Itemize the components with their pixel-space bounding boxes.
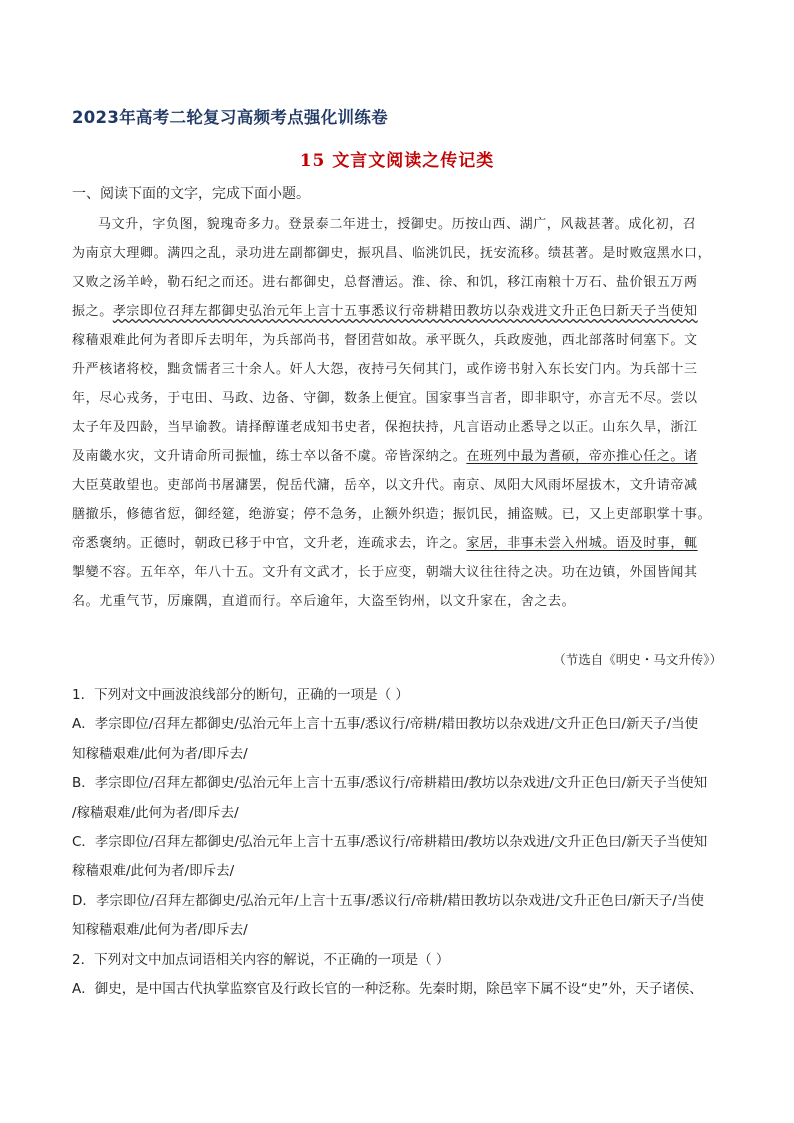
passage-line: [72, 297, 722, 326]
passage-line: 为南京大理卿。满四之乱，录功进左副都御史，振巩昌、临洮饥民，抚安流移。绩甚著。是时败寇黑水口，: [72, 246, 712, 261]
classical-passage: [72, 210, 722, 616]
passage-line: 名。尤重气节，厉廉隅，直道而行。卒后逾年，大盗至钧州，以文升家在，舍之去。: [72, 594, 576, 609]
option-line: A．御史，是中国古代执掌监察官及行政长官的一种泛称。先秦时期，除邑宰下属不设“史”外，天子诸侯、: [72, 980, 703, 997]
section-heading: 一、阅读下面的文字，完成下面小题。: [72, 186, 310, 202]
document-title: 15 文言文阅读之传记类: [299, 151, 495, 171]
passage-line: 太子年及四龄，当早谕教。请择醇谨老成知书史者，保抱扶持，凡言语动止悉导之以正。山东久旱，浙江: [72, 420, 698, 435]
option-line: B．孝宗即位/召拜左都御史/弘治元年上言十五事/悉议行/帝耕耤田/教坊以杂戏进/文升正色曰/新天子当使知: [72, 775, 708, 792]
passage-line: 马文升，字负图，貌瑰奇多力。登景泰二年进士，授御史。历按山西、湖广，风裁甚著。成化初，召: [98, 217, 697, 232]
option-line: D．孝宗即位/召拜左都御史/弘治元年/上言十五事/悉议行/帝耕/耤田教坊以杂戏进/文升正色曰/新天子/当使: [72, 892, 704, 909]
option-line: 知稼穑艰难/此何为者/即斥去/: [72, 922, 248, 939]
question-line: 2．下列对文中加点词语相关内容的解说，不正确的一项是（ ）: [72, 951, 450, 968]
option-line: 知稼穑艰难/此何为者/即斥去/: [72, 745, 248, 762]
passage-line: 年，尽心戎务，于屯田、马政、边备、守御，数条上便宜。国家事当言者，即非职守，亦言无不尽。尝以: [72, 391, 698, 406]
passage-line: [72, 529, 722, 558]
passage-text: 振之。: [72, 304, 113, 319]
passage-line: 掣變不容。五年卒，年八十五。文升有文武才，长于应变，朝端大议往往待之决。功在边镇，外国皆闻其: [72, 565, 698, 580]
passage-source: （节选自《明史・马文升传》）: [553, 652, 722, 667]
passage-line: 膳撤乐，修德省愆，御经筵，绝游宴；停不急务，止额外织造；振饥民，捕盗贼。已，又上吏部职掌十事。: [72, 507, 712, 522]
passage-line: 大臣莫敢望也。吏部尚书屠滽罢，倪岳代滽，岳卒，以文升代。南京、凤阳大风雨坏屋拔木，文升请帝减: [72, 478, 698, 493]
option-line: C．孝宗即位/召拜左都御史/弘治元年上言十五事/悉议行/帝耕耤田/教坊以杂戏进/文升正色曰/新天子当使知: [72, 833, 708, 850]
option-line: 稼穑艰难/此何为者/即斥去/: [72, 863, 235, 880]
passage-line: 又败之汤羊岭，勒石纪之而还。进右都御史，总督漕运。淮、徐、和饥，移江南粮十万石、盐价银五万两: [72, 275, 698, 290]
option-line: A．孝宗即位/召拜左都御史/弘治元年上言十五事/悉议行/帝耕/耤田教坊以杂戏进/文升正色曰/新天子/当使: [72, 716, 699, 733]
passage-text: 帝悉褒纳。正德时，朝政已移于中官，文升老，连疏求去，许之。: [72, 536, 467, 551]
underlined-sentence-1: 在班列中最为耆硕，帝亦推心任之。诸: [466, 449, 698, 464]
passage-line: 升严核诸将校，黜贪懦者三十余人。奸人大怨，夜持弓矢伺其门，或作谤书射入东长安门内。为兵部十三: [72, 362, 698, 377]
passage-line: [72, 442, 722, 471]
option-line: /稼穑艰难/此何为者/即斥去/: [72, 804, 239, 821]
questions-block: [72, 681, 724, 1004]
underlined-sentence-2: 家居，非事未尝入州城。语及时事，輒: [466, 536, 698, 551]
wavy-underlined-passage: 孝宗即位召拜左都御史弘治元年上言十五事悉议行帝耕耤田教坊以杂戏进文升正色曰新天子当使知: [112, 304, 698, 319]
question-line: 1．下列对文中画波浪线部分的断句，正确的一项是（ ）: [72, 687, 409, 703]
passage-line: 稼穑艰难此何为者即斥去明年，为兵部尚书，督团营如故。承平既久，兵政废弛，西北部落时伺塞下。文: [72, 333, 698, 348]
series-title: 2023年高考二轮复习高频考点强化训练卷: [72, 108, 388, 127]
passage-text: 及南畿水灾，文升请命所司振恤，练士卒以备不虞。帝皆深纳之。: [72, 449, 467, 464]
